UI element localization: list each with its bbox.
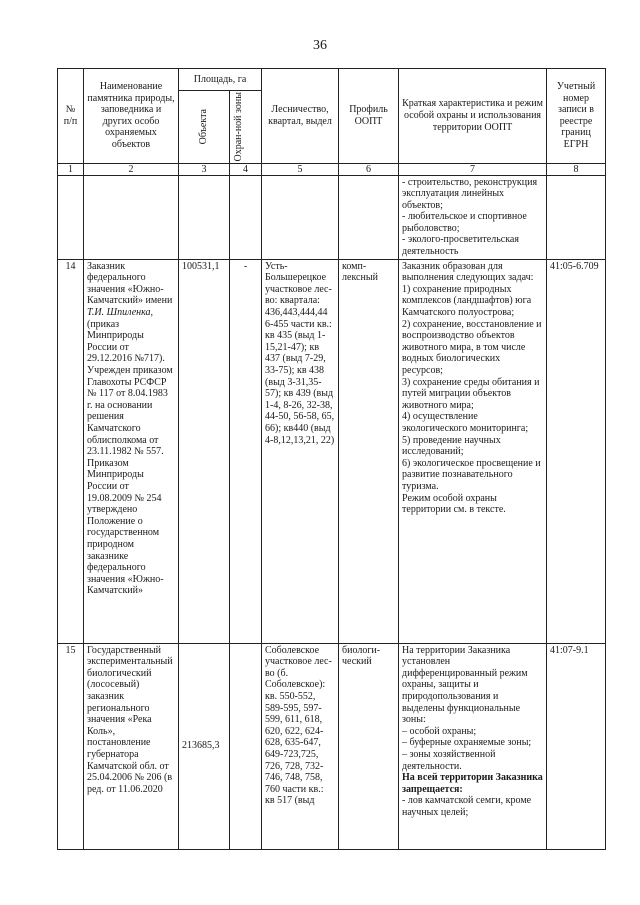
- row-area-object: 213685,3: [179, 643, 230, 849]
- row-name: Заказник федерального значения «Южно-Камчатский» имени Т.И. Шпиленка, (приказ Минприроды России от 29.12.2016 №717). Учрежден приказом Главохоты РСФСР № 117 от 8.04.1983 г. на основании решения Камчатского облисполкома от 23.11.1982 № 557. Приказом Минприроды России от 19.08.2009 № 254 утверждено Положение о государственном природном заказнике федерального значения «Южно-Камчатский»: [84, 259, 179, 643]
- header-area-protected: Охран-ной зоны: [233, 92, 244, 162]
- row-forestry: Усть-Большерецкое участковое лес-во: квартала: 436,443,444,44 6-455 части кв.: кв 435 (выд 1-15,21-47); кв 437 (выд 7-29, 33-75); кв 438 (выд 3-31,35-57); кв 439 (выд 1-4, 8-26, 32-38, 44-50, 56-58, 65, 66); кв440 (выд 4-8,12,13,21, 22): [262, 259, 339, 643]
- colnum: 7: [399, 163, 547, 175]
- colnum: 1: [58, 163, 84, 175]
- header-description: Краткая характеристика и режим особой охраны и использования территории ООПТ: [399, 69, 547, 164]
- continuation-line: - эколого-просветительская деятельность: [402, 234, 519, 258]
- row-num: 15: [58, 643, 84, 849]
- row-registry: 41:05-6.709: [547, 259, 606, 643]
- header-num: № п/п: [58, 69, 84, 164]
- header-area-object: Объекта: [198, 109, 210, 145]
- row-name: Государственный экспериментальный биологический (лососевый) заказник регионального значения «Река Коль», постановление губернатора Камчатской обл. от 25.04.2006 № 206 (в ред. от 11.06.2020: [84, 643, 179, 849]
- protected-areas-table: [57, 68, 606, 850]
- continuation-row: [58, 175, 606, 259]
- continuation-line: - любительское и спортивное рыболовство;: [402, 211, 527, 234]
- row-area-object: 100531,1: [179, 259, 230, 643]
- table-row-14: [58, 259, 606, 643]
- header-forestry: Лесничество, квартал, выдел: [262, 69, 339, 164]
- header-registry: Учетный номер записи в реестре границ ЕГРН: [547, 69, 606, 164]
- row-area-protected: -: [230, 259, 262, 643]
- colnum: 8: [547, 163, 606, 175]
- colnum: 6: [339, 163, 399, 175]
- colnum: 4: [230, 163, 262, 175]
- row-profile: биологи-ческий: [339, 643, 399, 849]
- table-row-15: [58, 643, 606, 849]
- row-forestry: Соболевское участковое лес-во (б. Соболевское): кв. 550-552, 589-595, 597-599, 611, 618, 620, 622, 624-628, 635-647, 649-723,725, 726, 728, 732-746, 748, 758, 760 части кв.: кв 517 (выд: [262, 643, 339, 849]
- header-name: Наименование памятника природы, заповедника и других особо охраняемых объектов: [84, 69, 179, 164]
- header-area: Площадь, га: [179, 69, 262, 91]
- colnum: 5: [262, 163, 339, 175]
- row-description: Заказник образован для выполнения следующих задач: 1) сохранение природных комплексов (ландшафтов) юга Камчатского полуострова; 2) сохранение, восстановление и воспроизводство объектов животного мира, в том числе водных биологических ресурсов; 3) сохранение среды обитания и путей миграции объектов животного мира; 4) осуществление экологического мониторинга; 5) проведение научных исследований; 6) экологическое просвещение и развитие познавательного туризма. Режим особой охраны территории см. в тексте.: [399, 259, 547, 643]
- column-numbers-row: [58, 163, 606, 175]
- colnum: 2: [84, 163, 179, 175]
- row-area-protected: [230, 643, 262, 849]
- colnum: 3: [179, 163, 230, 175]
- row-num: 14: [58, 259, 84, 643]
- row-registry: 41:07-9.1: [547, 643, 606, 849]
- continuation-line: - строительство, реконструкция эксплуатация линейных объектов;: [402, 176, 538, 211]
- page-number: 36: [313, 38, 327, 53]
- row-description: На территории Заказника установлен дифференцированный режим охраны, защиты и природопользования и выделены функциональные зоны: – особой охраны; – буферные охраняемые зоны; – зоны хозяйственной деятельности. На всей территории Заказника запрещается: - лов камчатской семги, кроме научных целей;: [399, 643, 547, 849]
- header-profile: Профиль ООПТ: [339, 69, 399, 164]
- row-profile: комп-лексный: [339, 259, 399, 643]
